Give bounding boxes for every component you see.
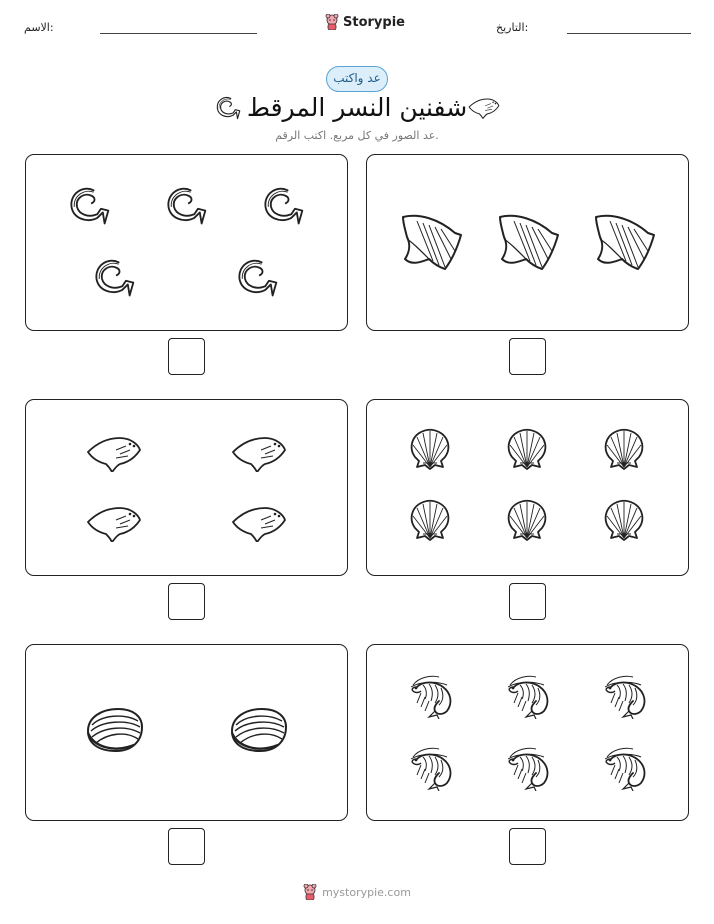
footer: [0, 884, 714, 900]
hook-fish-icon: [66, 183, 112, 229]
counting-card-shells: [366, 399, 689, 576]
hook-fish-icon: [163, 183, 209, 229]
footer-url[interactable]: mystorypie.com: [322, 885, 411, 899]
mascot-icon: [325, 14, 339, 30]
page-title: شفنين النسر المرقط: [246, 93, 468, 122]
shrimp-icon: [504, 745, 554, 791]
hook-fish-icon: [91, 255, 137, 301]
name-line[interactable]: [100, 33, 257, 34]
stingray-icon: [231, 432, 287, 472]
name-label: الاسم:: [24, 21, 54, 34]
scallop-shell-icon: [502, 498, 552, 544]
storypie-logo: [325, 14, 405, 30]
fish-fin-icon: [399, 209, 463, 273]
shrimp-icon: [601, 745, 651, 791]
answer-box-fins[interactable]: [509, 338, 546, 375]
counting-card-clams: [25, 644, 348, 821]
instructions: عد الصور في كل مربع. اكتب الرقم.: [275, 129, 439, 142]
clam-icon: [228, 707, 288, 753]
stingray-icon: [86, 432, 142, 472]
scallop-shell-icon: [599, 498, 649, 544]
shrimp-icon: [504, 673, 554, 719]
answer-box-shells[interactable]: [509, 583, 546, 620]
date-line[interactable]: [567, 33, 691, 34]
hook-fish-icon: [260, 183, 306, 229]
fish-fin-icon: [592, 209, 656, 273]
counting-card-fins: [366, 154, 689, 331]
counting-card-hooks: [25, 154, 348, 331]
counting-card-shrimp: [366, 644, 689, 821]
fish-fin-icon: [496, 209, 560, 273]
stingray-icon: [468, 95, 500, 119]
stingray-icon: [86, 502, 142, 542]
date-label: التاريخ:: [496, 21, 529, 34]
scallop-shell-icon: [405, 498, 455, 544]
scallop-shell-icon: [405, 427, 455, 473]
counting-card-rays: [25, 399, 348, 576]
answer-box-hooks[interactable]: [168, 338, 205, 375]
shrimp-icon: [407, 745, 457, 791]
clam-icon: [84, 707, 144, 753]
shrimp-icon: [407, 673, 457, 719]
scallop-shell-icon: [502, 427, 552, 473]
count-write-badge: عد واكتب: [326, 66, 388, 92]
scallop-shell-icon: [599, 427, 649, 473]
answer-box-rays[interactable]: [168, 583, 205, 620]
answer-box-clams[interactable]: [168, 828, 205, 865]
stingray-icon: [231, 502, 287, 542]
answer-box-shrimp[interactable]: [509, 828, 546, 865]
shrimp-icon: [601, 673, 651, 719]
mascot-icon: [303, 884, 317, 900]
logo-text: Storypie: [343, 14, 405, 30]
hook-fish-icon: [234, 255, 280, 301]
